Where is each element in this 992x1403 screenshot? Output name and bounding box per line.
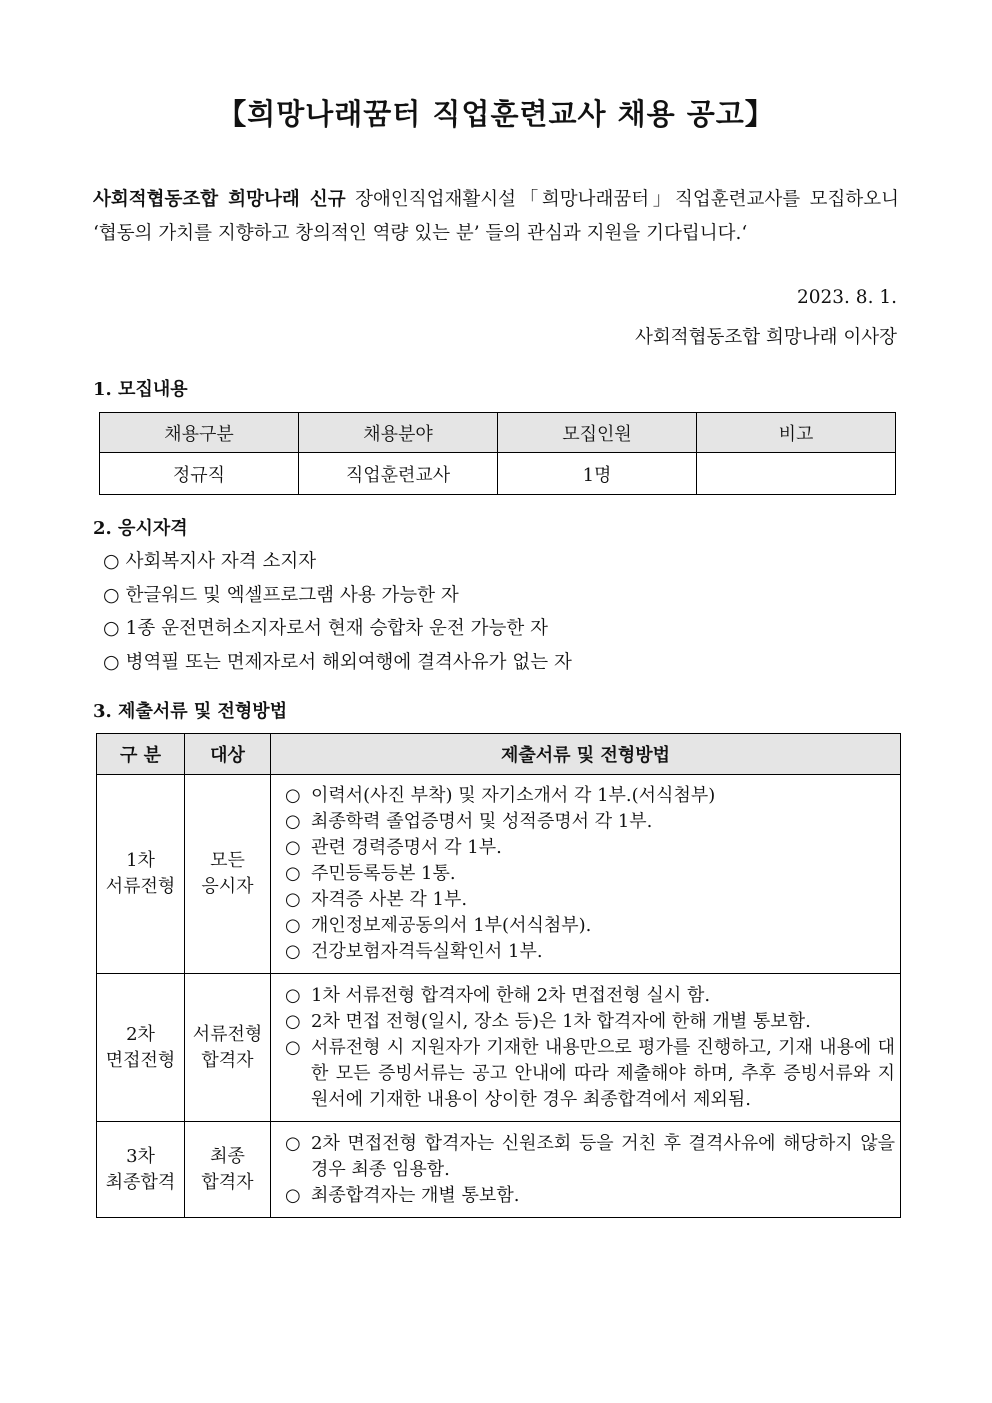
page-title: 【희망나래꿈터 직업훈련교사 채용 공고】 <box>217 97 775 131</box>
circle-bullet-icon: ○ <box>285 1132 301 1154</box>
intro-bold: 사회적협동조합 희망나래 신규 <box>93 189 346 210</box>
documents-cell <box>271 775 901 974</box>
section3-heading: 3. 제출서류 및 전형방법 <box>93 701 288 722</box>
header-cell: 대상 <box>185 734 271 775</box>
table-cell: 1명 <box>498 453 697 495</box>
section2-heading: 2. 응시자격 <box>93 518 188 539</box>
list-item: ○ 개인정보제공동의서 1부(서식첨부). <box>285 913 895 939</box>
table-row <box>97 1122 901 1218</box>
list-item: ○ 주민등록등본 1통. <box>285 861 895 887</box>
selection-table <box>96 733 901 1218</box>
list-item: ○ 1차 서류전형 합격자에 한해 2차 면접전형 실시 함. <box>285 983 895 1009</box>
circle-bullet-icon: ○ <box>285 785 301 806</box>
section1-heading: 1. 모집내용 <box>93 379 188 400</box>
selection-table-header <box>97 734 901 775</box>
list-item: ○ 관련 경력증명서 각 1부. <box>285 835 895 861</box>
header-cell: 제출서류 및 전형방법 <box>271 734 901 775</box>
table-cell: 직업훈련교사 <box>299 453 498 495</box>
circle-bullet-icon: ○ <box>285 984 301 1006</box>
list-item: ○ 1종 운전면허소지자로서 현재 승합차 운전 가능한 자 <box>103 617 548 639</box>
stage-cell: 3차 최종합격 <box>97 1122 185 1218</box>
stage-cell: 1차 서류전형 <box>97 775 185 974</box>
table-row <box>97 775 901 974</box>
list-item: ○ 2차 면접전형 합격자는 신원조회 등을 거친 후 결격사유에 해당하지 않을 경우 최종 임용함. <box>285 1132 895 1180</box>
circle-bullet-icon: ○ <box>285 1036 301 1058</box>
header-cell: 비고 <box>697 413 896 453</box>
documents-cell <box>271 1122 901 1218</box>
header-cell: 모집인원 <box>498 413 697 453</box>
target-cell: 모든 응시자 <box>185 775 271 974</box>
list-item: ○ 서류전형 시 지원자가 기재한 내용만으로 평가를 진행하고, 기재 내용에 대한 모든 증빙서류는 공고 안내에 따라 제출해야 하며, 추후 증빙서류와 지원서에 기재한 내용이 상이한 경우 최종합격에서 제외됨. <box>285 1036 895 1110</box>
circle-bullet-icon: ○ <box>285 889 301 910</box>
header-cell: 구 분 <box>97 734 185 775</box>
circle-bullet-icon: ○ <box>103 550 120 572</box>
circle-bullet-icon: ○ <box>285 811 301 832</box>
list-item: ○ 이력서(사진 부착) 및 자기소개서 각 1부.(서식첨부) <box>285 783 895 809</box>
list-item: ○ 최종학력 졸업증명서 및 성적증명서 각 1부. <box>285 809 895 835</box>
circle-bullet-icon: ○ <box>285 1184 301 1206</box>
circle-bullet-icon: ○ <box>285 915 301 936</box>
list-item: ○ 병역필 또는 면제자로서 해외여행에 결격사유가 없는 자 <box>103 650 572 673</box>
header-cell: 채용분야 <box>299 413 498 453</box>
recruit-table-header <box>100 413 896 453</box>
target-cell: 서류전형 합격자 <box>185 974 271 1122</box>
recruit-table <box>99 412 896 495</box>
table-cell <box>697 453 896 495</box>
list-item: ○ 최종합격자는 개별 통보함. <box>285 1183 895 1209</box>
list-item: ○ 자격증 사본 각 1부. <box>285 887 895 913</box>
table-row <box>97 974 901 1122</box>
intro-text: 장애인직업재활시설「희망나래꿈터」직업훈련교사를 모집하오니 ‘협동의 가치를 지향하고 창의적인 역량 있는 분’ 들의 관심과 지원을 기다립니다.‘ <box>93 189 899 244</box>
notice-date: 2023. 8. 1. <box>796 287 897 308</box>
circle-bullet-icon: ○ <box>285 941 301 962</box>
circle-bullet-icon: ○ <box>103 617 120 639</box>
documents-cell <box>271 974 901 1122</box>
header-cell: 채용구분 <box>100 413 299 453</box>
target-cell: 최종 합격자 <box>185 1122 271 1218</box>
circle-bullet-icon: ○ <box>285 837 301 858</box>
list-item: ○ 사회복지사 자격 소지자 <box>103 550 317 572</box>
table-cell: 정규직 <box>100 453 299 495</box>
circle-bullet-icon: ○ <box>103 583 120 606</box>
intro-paragraph <box>93 183 899 251</box>
list-item: ○ 한글워드 및 엑셀프로그램 사용 가능한 자 <box>103 583 459 606</box>
signer: 사회적협동조합 희망나래 이사장 <box>635 327 897 348</box>
circle-bullet-icon: ○ <box>285 1010 301 1032</box>
qualification-list <box>103 545 572 679</box>
stage-cell: 2차 면접전형 <box>97 974 185 1122</box>
table-row <box>100 453 896 495</box>
list-item: ○ 2차 면접 전형(일시, 장소 등)은 1차 합격자에 한해 개별 통보함. <box>285 1009 895 1035</box>
circle-bullet-icon: ○ <box>103 650 120 673</box>
list-item: ○ 건강보험자격득실확인서 1부. <box>285 939 895 965</box>
circle-bullet-icon: ○ <box>285 863 301 884</box>
